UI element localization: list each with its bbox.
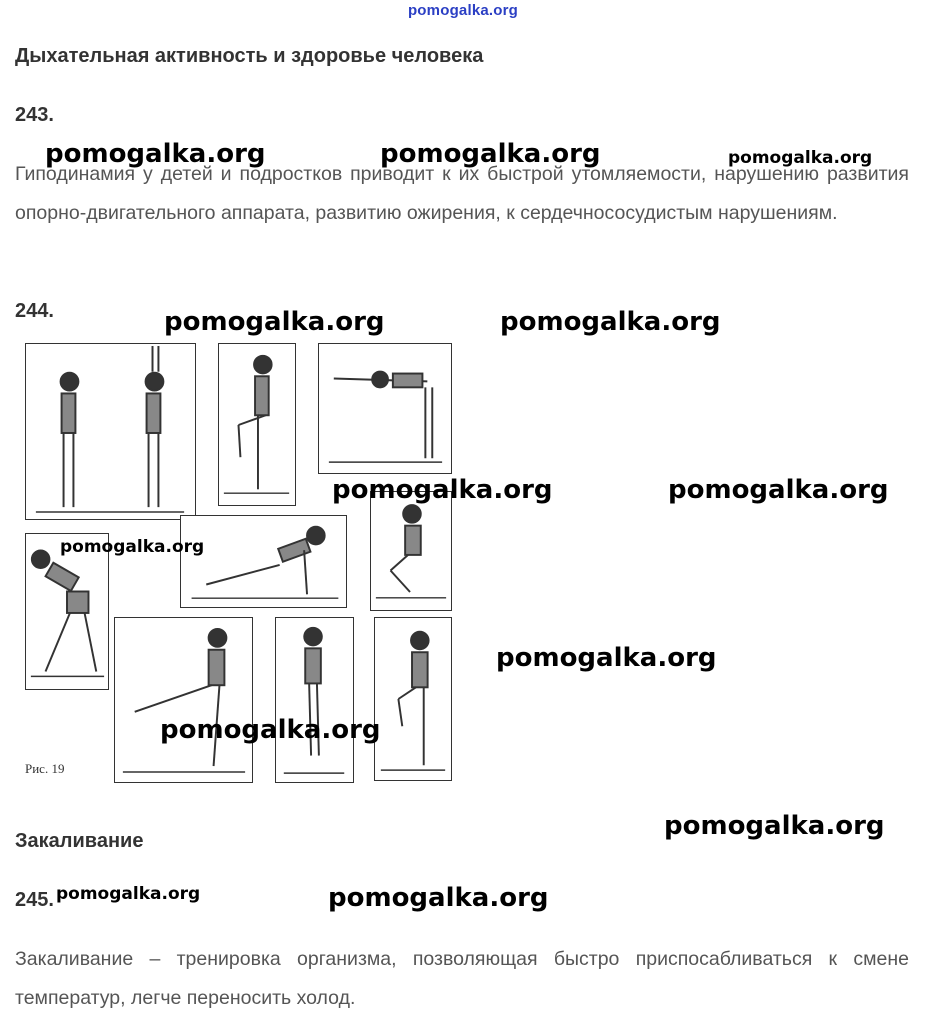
exercise-illustration bbox=[319, 344, 451, 473]
watermark: pomogalka.org bbox=[380, 139, 601, 169]
watermark: pomogalka.org bbox=[332, 475, 553, 505]
watermark: pomogalka.org bbox=[60, 537, 205, 557]
watermark: pomogalka.org bbox=[664, 811, 885, 841]
task-245-number: 245. bbox=[15, 889, 54, 911]
watermark: pomogalka.org bbox=[496, 643, 717, 673]
watermark: pomogalka.org bbox=[500, 307, 721, 337]
exercise-illustration bbox=[219, 344, 295, 505]
exercise-frame-squat bbox=[370, 491, 452, 611]
exercise-illustration bbox=[115, 618, 252, 782]
exercise-illustration bbox=[26, 344, 195, 519]
section-title-hardening: Закаливание bbox=[15, 830, 144, 852]
exercise-illustration bbox=[375, 618, 451, 780]
exercise-frame-knee-raise bbox=[218, 343, 296, 506]
watermark: pomogalka.org bbox=[56, 884, 201, 904]
watermark: pomogalka.org bbox=[164, 307, 385, 337]
watermark: pomogalka.org bbox=[328, 883, 549, 913]
watermark: pomogalka.org bbox=[728, 148, 873, 168]
task-243-text: Гиподинамия у детей и подростков приводит к их быстрой утомляемости, нарушению развития опорно-двигательного аппарата, развитию ожирения, к сердечнососудистым нарушениям. bbox=[15, 163, 909, 224]
watermark: pomogalka.org bbox=[668, 475, 889, 505]
section-title: Дыхательная активность и здоровье человека bbox=[15, 45, 484, 67]
exercise-frame-standing bbox=[25, 343, 196, 520]
site-header[interactable]: pomogalka.org bbox=[407, 2, 519, 19]
exercise-frame-march bbox=[374, 617, 452, 781]
exercise-illustration bbox=[26, 534, 108, 689]
exercise-frame-pushup bbox=[180, 515, 347, 608]
watermark: pomogalka.org bbox=[160, 715, 381, 745]
task-244-number: 244. bbox=[15, 300, 54, 322]
exercise-frame-jump bbox=[275, 617, 354, 783]
exercise-illustration bbox=[276, 618, 353, 782]
task-243-number: 243. bbox=[15, 104, 54, 126]
figure-caption: Рис. 19 bbox=[25, 761, 65, 776]
exercise-illustration bbox=[181, 516, 346, 607]
exercise-frame-bend bbox=[318, 343, 452, 474]
watermark: pomogalka.org bbox=[45, 139, 266, 169]
task-245-text: Закаливание – тренировка организма, позволяющая быстро приспосабливаться к смене температур, легче переносить холод. bbox=[15, 948, 909, 1009]
exercise-frame-leg-swing bbox=[114, 617, 253, 783]
exercise-illustration bbox=[371, 492, 451, 610]
